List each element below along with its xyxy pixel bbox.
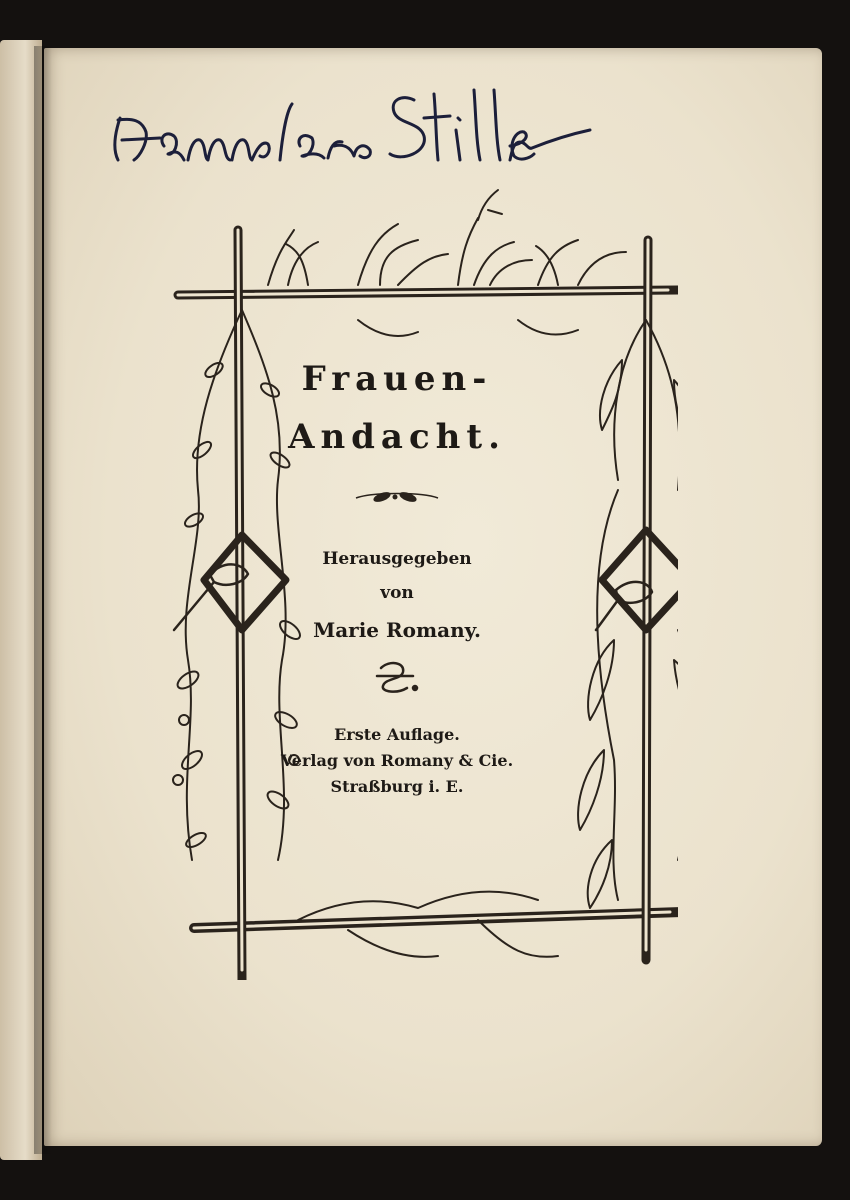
by-label: von: [380, 583, 414, 603]
title-block: [232, 350, 562, 800]
monogram-mark: [367, 656, 427, 696]
edition-line: Erste Auflage.: [334, 725, 460, 744]
leaf-ornament: [352, 482, 442, 512]
handwritten-signature: [72, 60, 592, 170]
spine-shadow: [34, 46, 52, 1154]
place-line: Straßburg i. E.: [330, 777, 464, 796]
title-line-1: Frauen-: [301, 359, 493, 399]
edited-label: Herausgegeben: [322, 549, 472, 569]
author-name: Marie Romany.: [313, 618, 481, 642]
publisher-line: Verlag von Romany & Cie.: [280, 751, 514, 770]
title-line-2: Andacht.: [288, 417, 506, 457]
